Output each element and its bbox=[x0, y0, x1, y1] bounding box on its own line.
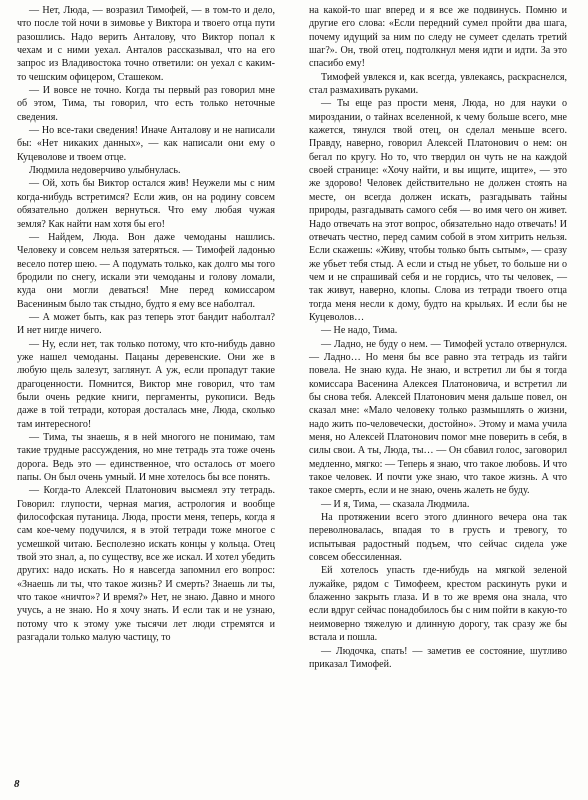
right-text-column bbox=[309, 4, 567, 671]
paragraph: — Нет, Люда, — возразил Тимофей, — в том-то и дело, что после той ночи в зимовье у Виктора и твоего отца пути разошлись. Надо верить Анталову, что Виктор попал к чехам и с ними уехал. Анталов рассказывал, что на его запрос из Владивостока точно ответили: он уехал с каким-то чешским офицером, Сташеком. bbox=[17, 5, 275, 83]
paragraph: Тимофей увлекся и, как всегда, увлекаясь, раскраснелся, стал размахивать руками. bbox=[309, 71, 567, 97]
paragraph: — Ой, хоть бы Виктор остался жив! Неужели мы с ним когда-нибудь встретимся? Если жив, он на родину совсем обязательно должен вернуться. Что ему любая чужая земля? Как найти нам хотя бы его! bbox=[17, 178, 275, 230]
paragraph: — Ты еще раз прости меня, Люда, но для науки о мироздании, о тайнах вселенной, к чему больше всего, мне кажется, тянулся твой отец, он сделал меньше всего. Правду, наверно, говорил Алексей Платонович о нем: он бегал по кругу. Но то, что твердил он чуть не на каждой своей странице: «Хочу найти, и вы ищите, ищите», — это же здорово! Человек действительно не должен стоять на месте, он всегда должен искать, разгадывать тайны природы, разгадывать самого себя — во имя чего он живет. Надо отвечать на этот вопрос, обязательно надо отвечать! И отвечать честно, перед самим собой в этом хитрить нельзя. Если скажешь: «Живу, чтобы только быть сытым», — сразу же убьет тебя стыд. А если и стыд не убьет, то больше ни о чем и не спрашивай себя и не гордись, что ты человек, — так живут, наверно, клопы. Слова из тетради твоего отца тогда меня несли к дому, будто на крыльях. И если бы не Куцеволов… bbox=[309, 98, 567, 323]
paragraph: — И я, Тима, — сказала Людмила. bbox=[321, 498, 470, 510]
paragraph: — Не надо, Тима. bbox=[321, 325, 398, 337]
left-text-column bbox=[17, 4, 275, 645]
paragraph: На протяжении всего этого длинного вечера она так переволновалась, впадая то в грусть и тревогу, то испытывая радостный подъем, что сейчас сидела уже совсем обессиленная. bbox=[309, 512, 567, 564]
paragraph: — Найдем, Люда. Вон даже чемоданы нашлись. Человеку и совсем нельзя затеряться. — Тимофей ладонью весело потер шею. — А подумать только, как долго мы того бродили по снегу, искали эти чемоданы и голову ломали, куда они могли деваться! Мне перед комиссаром Васениным было так стыдно, будто я ему все наболтал. bbox=[17, 231, 275, 310]
paragraph: — Ну, если нет, так только потому, что кто-нибудь давно уже нашел чемоданы. Пацаны деревенские. Они же в любую щель залезут, заглянут. А уж, если пропадут такие драгоценности. Помнится, Виктор мне говорил, что там были очень редкие книги, пергаменты, рукописи. Ведь даже в той тетради, которая досталась мне, Люда, сколько там интересного! bbox=[17, 338, 275, 430]
page-number: 8 bbox=[14, 778, 20, 790]
paragraph: — Людочка, спать! — заметив ее состояние, шутливо приказал Тимофей. bbox=[309, 645, 567, 670]
paragraph: — Но все-таки сведения! Иначе Анталову и не написали бы: «Нет никаких данных», — как написали они ему о Куцеволове и твоем отце. bbox=[17, 125, 275, 163]
paragraph-continuation: на какой-то шаг вперед и я все же подвинусь. Помню и другие его слова: «Если передний сумел пройти два шага, почему идущий за ним по следу не сумеет сделать третий шаг?». Он, твой отец, подтолкнул меня идти и идти. За это спасибо ему! bbox=[309, 5, 567, 70]
paragraph: Ей хотелось упасть где-нибудь на мягкой зеленой лужайке, рядом с Тимофеем, крестом раскинуть руки и блаженно закрыть глаза. И в то же время она знала, что если вдруг сейчас понадобилось бы с ним пойти в какую-то неимоверно тяжелую и длинную дорогу, так сразу же бы встала и пошла. bbox=[309, 565, 567, 644]
paragraph: — Тима, ты знаешь, я в ней многого не понимаю, там такие трудные рассуждения, но мне тетрадь эта тоже очень дорога. Ведь это — единственное, что осталось от моего папы. Он был очень умный. И мне хотелось бы все понять. bbox=[17, 432, 275, 484]
paragraph: — Когда-то Алексей Платонович высмеял эту тетрадь. Говорил: глупости, черная магия, астрология и вообще философская путаница. Люда, прости меня, теперь, когда я сам кое-чему подучился, я в этой тетради тоже многое с усмешкой читаю. Бесполезно искать концы у кольца. Отец твой это знал, а, по существу, все же искал. И хотел убедить других: надо искать. Но я навсегда запомнил его вопрос: «Знаешь ли ты, что такое жизнь? И смерть? Знаешь ли ты, что такое «ничто»? И время?» Нет, не знаю. Давно и много учусь, а не знаю. Но я хочу знать. И если так и не узнаю, потому что к этому уже тысячи лет люди стремятся и разгадали только малую частицу, то bbox=[17, 485, 275, 644]
paragraph: — Ладно, не буду о нем. — Тимофей устало отвернулся. — Ладно… Но меня бы все равно эта тетрадь из тайги повела. Не знаю куда. Не знаю, и встретил ли бы я тогда комиссара Васенина Алексея Платоновича, и встретил ли бы снова тебя. Алексей Платонович меня дальше повел, он сказал мне: «Мало человеку только размышлять о жизни, надо жить по-человечески, достойно». Этому и мама учила меня, но Алексей Платонович помог мне поверить в себя, в силы свои. А ты, Люда, ты… — Он сбавил голос, заговорил медленно, мягко: — Теперь я знаю, что такое любовь. И что такое человек. И почти уже знаю, что такое жизнь. А что такое смерть, если и не знаю, очень жалеть не буду. bbox=[309, 338, 567, 497]
paragraph: — И вовсе не точно. Когда ты первый раз говорил мне об этом, Тима, ты говорил, что есть только неточные сведения. bbox=[17, 85, 275, 123]
paragraph: — А может быть, как раз теперь этот бандит наболтал? И нет нигде ничего. bbox=[17, 311, 275, 337]
paragraph: Людмила недоверчиво улыбнулась. bbox=[29, 165, 181, 177]
